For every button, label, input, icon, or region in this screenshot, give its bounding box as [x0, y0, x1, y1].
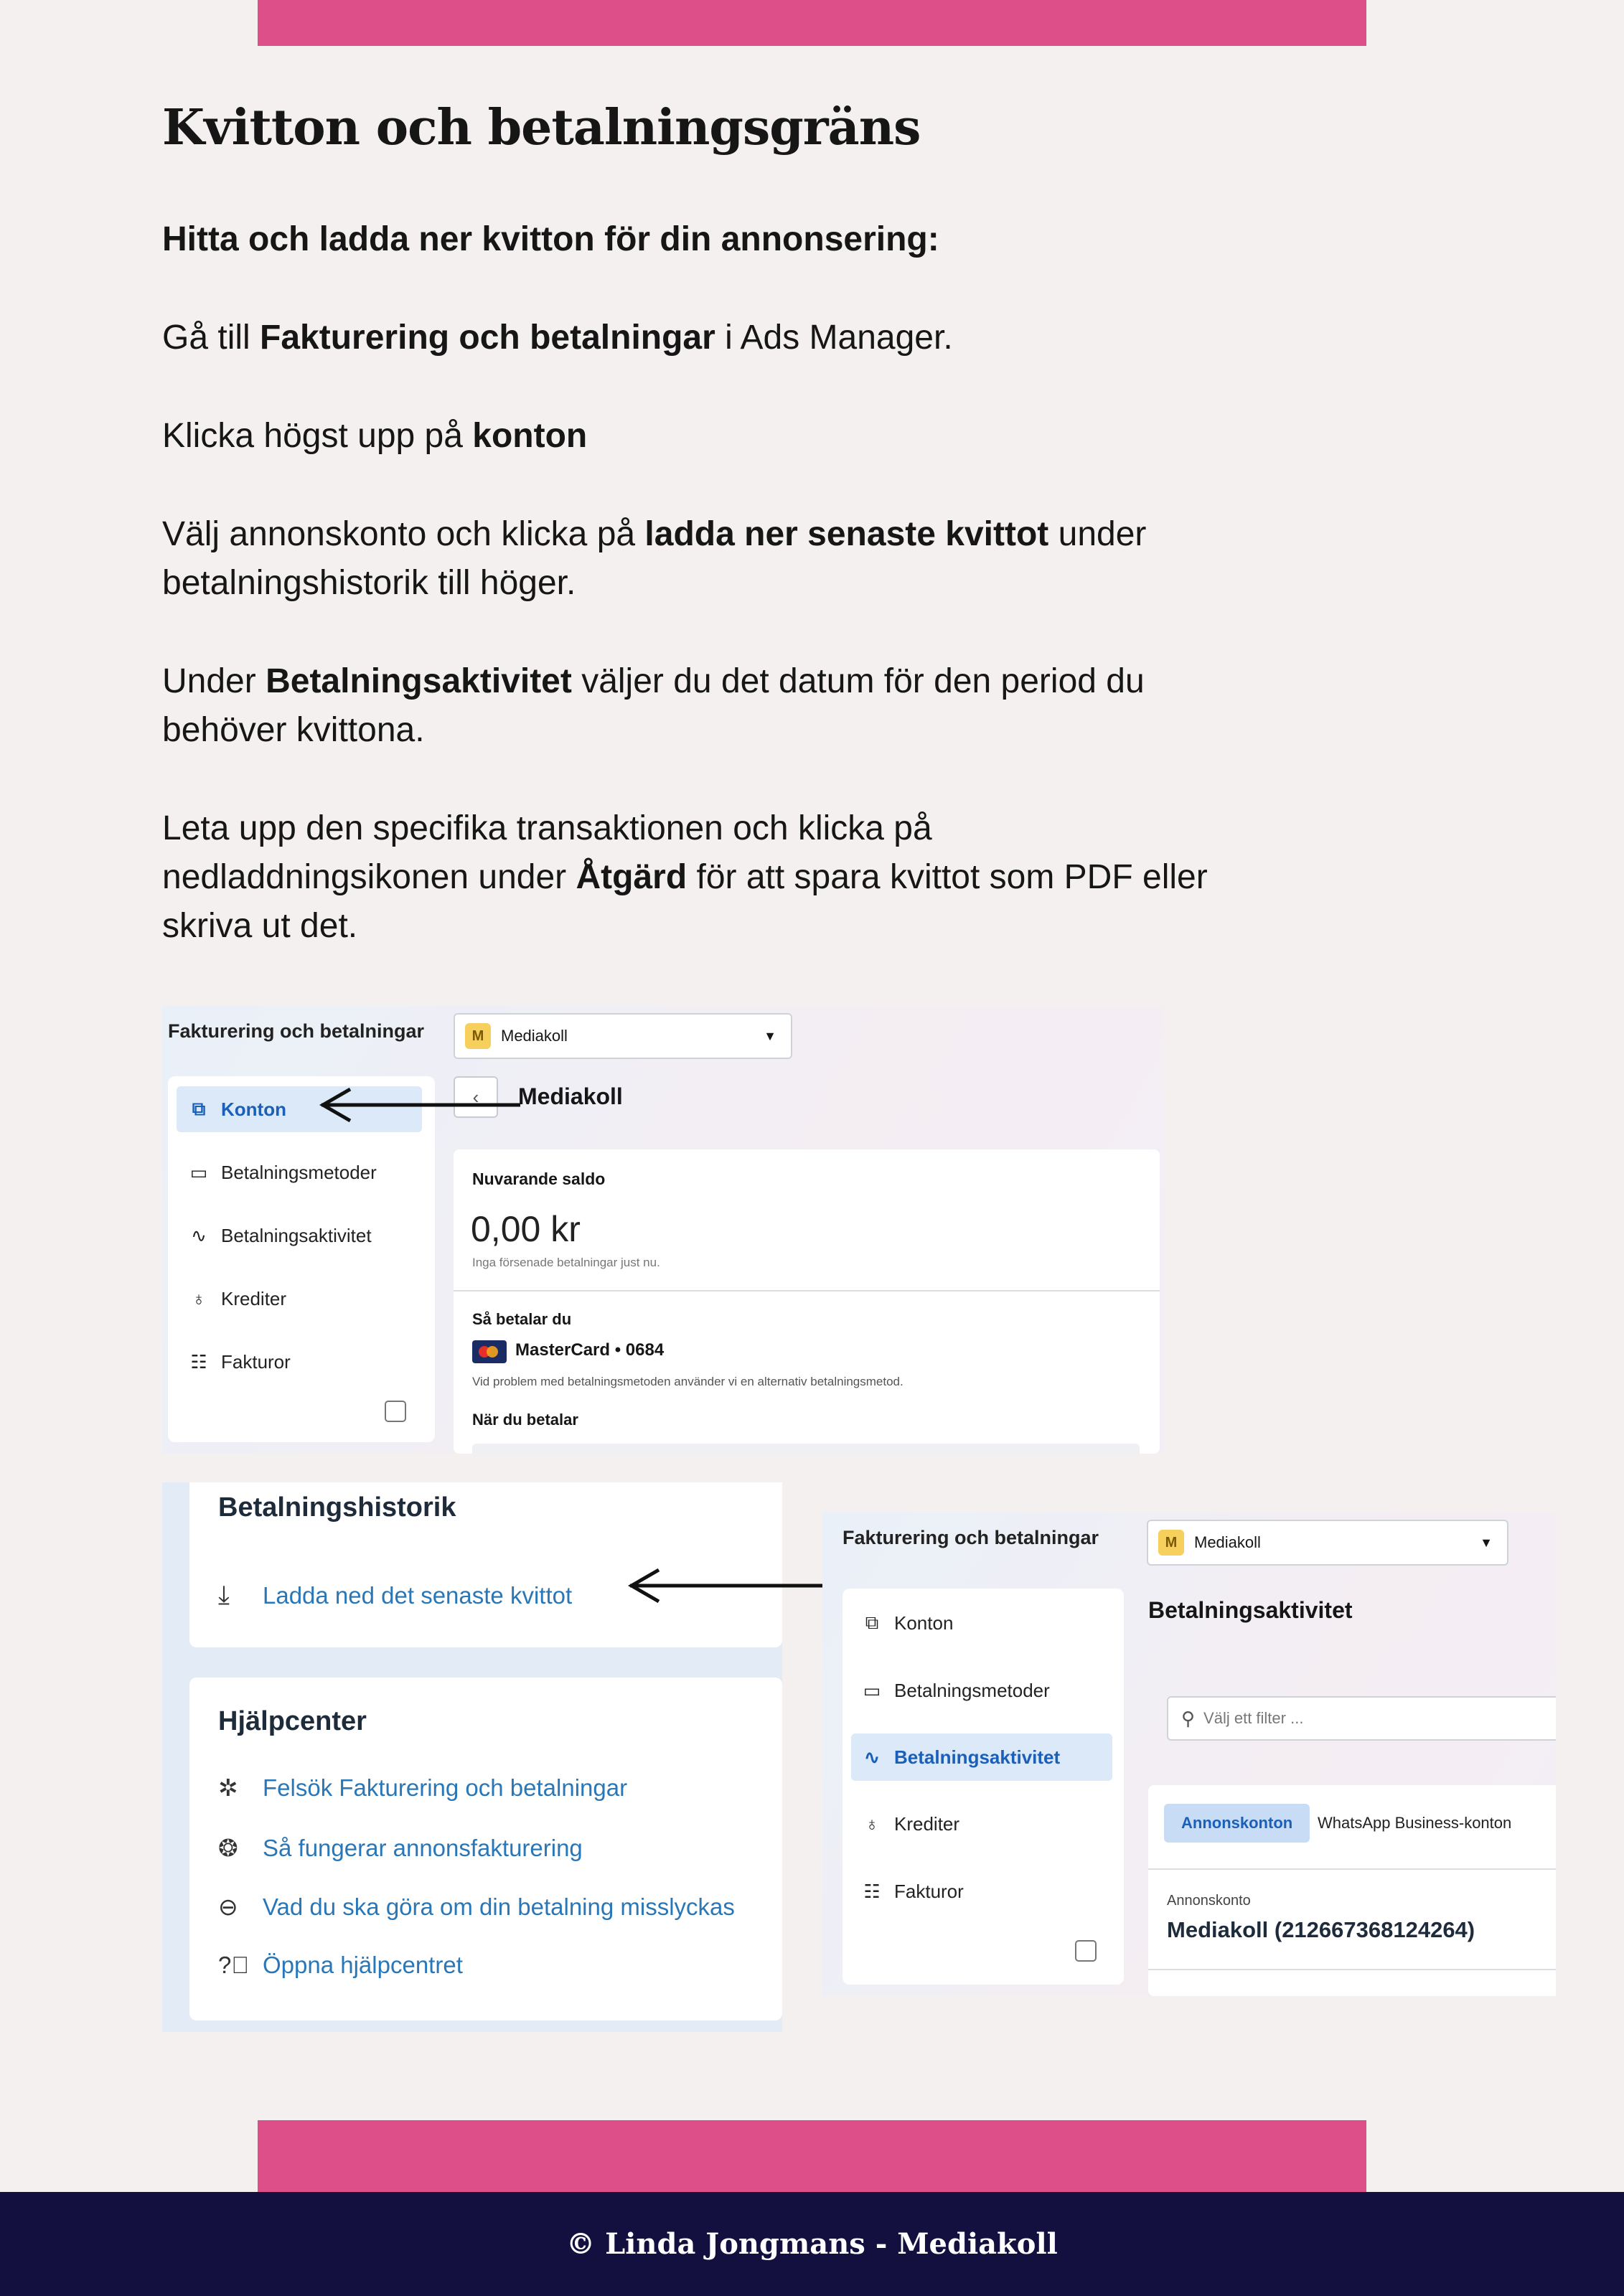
download-icon: ⤓ — [218, 1580, 230, 1609]
download-receipt-link[interactable]: ⤓ Ladda ned det senaste kvittot — [218, 1580, 573, 1609]
search-icon: ⚲ — [1181, 1707, 1196, 1729]
tabs-divider — [1148, 1868, 1556, 1870]
activity-page-title: Betalningsaktivitet — [1148, 1597, 1353, 1623]
mastercard-icon — [472, 1340, 507, 1363]
billing-title: Fakturering och betalningar — [168, 1020, 425, 1042]
nav-item-krediter[interactable]: ♁ Krediter — [185, 1276, 286, 1322]
credit-icon: ♁ — [865, 1812, 879, 1835]
account-dropdown[interactable]: M Mediakoll ▼ — [454, 1013, 792, 1059]
card-icon: ▭ — [189, 1161, 208, 1183]
nav-item-krediter[interactable]: ♁ Krediter — [858, 1801, 959, 1847]
card-number: MasterCard • 0684 — [515, 1340, 665, 1360]
chevron-down-icon: ▼ — [764, 1028, 776, 1043]
history-title: Betalningshistorik — [218, 1492, 456, 1523]
credit-icon: ♁ — [192, 1287, 206, 1309]
card-note: Vid problem med betalningsmetoden använder vi en alternativ betalningsmetod. — [472, 1375, 903, 1388]
when-you-pay-box — [472, 1444, 1140, 1454]
account-page-title: Mediakoll — [518, 1083, 623, 1109]
how-you-pay-label: Så betalar du — [472, 1310, 572, 1328]
account-dropdown[interactable]: M Mediakoll ▼ — [1147, 1520, 1508, 1566]
help-link-how-billing-works[interactable]: ❂ Så fungerar annonsfakturering — [218, 1834, 583, 1861]
sidebar-nav — [842, 1589, 1124, 1985]
when-you-pay-label: När du betalar — [472, 1411, 578, 1429]
account-badge: M — [1158, 1530, 1184, 1556]
tools-icon: ✲ — [218, 1774, 238, 1801]
nav-item-fakturor[interactable]: ☷ Fakturor — [185, 1339, 291, 1385]
nav-item-betalningsaktivitet[interactable]: ∿ Betalningsaktivitet — [851, 1733, 1112, 1781]
help-link-troubleshoot[interactable]: ✲ Felsök Fakturering och betalningar — [218, 1774, 628, 1801]
top-pink-bar — [258, 0, 1366, 46]
account-badge: M — [465, 1023, 491, 1049]
page-heading: Kvitton och betalningsgräns — [162, 99, 921, 156]
balance-note: Inga försenade betalningar just nu. — [472, 1256, 660, 1269]
nav-item-betalningsmetoder[interactable]: ▭ Betalningsmetoder — [858, 1667, 1050, 1713]
nav-item-betalningsmetoder[interactable]: ▭ Betalningsmetoder — [185, 1149, 377, 1195]
rings-icon: ❂ — [218, 1835, 238, 1861]
filter-input[interactable]: ⚲ Välj ett filter ... — [1167, 1696, 1556, 1741]
arrow-to-download-link — [624, 1564, 825, 1607]
minus-circle-icon: ⊖ — [218, 1893, 238, 1920]
nav-item-konton[interactable]: ⧉ Konton — [858, 1600, 953, 1646]
tab-whatsapp[interactable]: WhatsApp Business-konton — [1318, 1814, 1512, 1832]
chevron-down-icon: ▼ — [1480, 1535, 1493, 1550]
ad-account-value: Mediakoll (212667368124264) — [1167, 1917, 1475, 1942]
nav-item-betalningsaktivitet[interactable]: ∿ Betalningsaktivitet — [185, 1213, 372, 1258]
collapse-sidebar-icon[interactable] — [385, 1401, 406, 1422]
step-3: Välj annonskonto och klicka på ladda ner senaste kvittot under betalningshistorik till höger. — [162, 515, 1147, 602]
ad-account-label: Annonskonto — [1167, 1893, 1251, 1909]
accounts-icon: ⧉ — [865, 1612, 879, 1633]
help-link-open-help-center[interactable]: ?⃝ Öppna hjälpcentret — [218, 1952, 463, 1978]
billing-title: Fakturering och betalningar — [842, 1527, 1099, 1548]
activity-icon: ∿ — [864, 1746, 880, 1768]
step-4: Under Betalningsaktivitet väljer du det datum för den period du behöver kvittona. — [162, 662, 1145, 749]
step-2: Klicka högst upp på konton — [162, 417, 588, 455]
question-icon: ?⃝ — [218, 1952, 250, 1978]
help-link-failed-payment[interactable]: ⊖ Vad du ska göra om din betalning misslyckas — [218, 1893, 735, 1920]
screenshot-accounts — [162, 1006, 1164, 1454]
screenshot-activity — [822, 1512, 1556, 1996]
tab-annonskonton[interactable]: Annonskonton — [1164, 1804, 1310, 1843]
bottom-pink-bar — [258, 2120, 1366, 2192]
activity-icon: ∿ — [191, 1224, 207, 1246]
invoice-icon: ☷ — [863, 1880, 881, 1902]
help-title: Hjälpcenter — [218, 1706, 367, 1736]
back-button[interactable]: ‹ — [454, 1076, 498, 1118]
card-divider — [454, 1290, 1160, 1292]
balance-card — [454, 1149, 1160, 1454]
collapse-sidebar-icon[interactable] — [1075, 1940, 1097, 1962]
balance-amount: 0,00 kr — [471, 1209, 581, 1249]
subheading: Hitta och ladda ner kvitton för din annonsering: — [162, 220, 939, 258]
footer — [0, 2192, 1624, 2296]
accounts-icon: ⧉ — [192, 1098, 206, 1119]
step-1: Gå till Fakturering och betalningar i Ads Manager. — [162, 319, 953, 357]
card-icon: ▭ — [863, 1679, 881, 1701]
balance-label: Nuvarande saldo — [472, 1170, 606, 1188]
footer-text: © Linda Jongmans - Mediakoll — [566, 2227, 1058, 2261]
step-5: Leta upp den specifika transaktionen och klicka på nedladdningsikonen under Åtgärd för att spara kvittot som PDF eller skriva ut det. — [162, 809, 1208, 945]
row-divider — [1148, 1969, 1556, 1970]
invoice-icon: ☷ — [190, 1350, 207, 1373]
arrow-to-konton — [316, 1083, 524, 1126]
nav-item-fakturor[interactable]: ☷ Fakturor — [858, 1868, 964, 1914]
nav-item-konton[interactable]: ⧉ Konton — [177, 1086, 422, 1132]
